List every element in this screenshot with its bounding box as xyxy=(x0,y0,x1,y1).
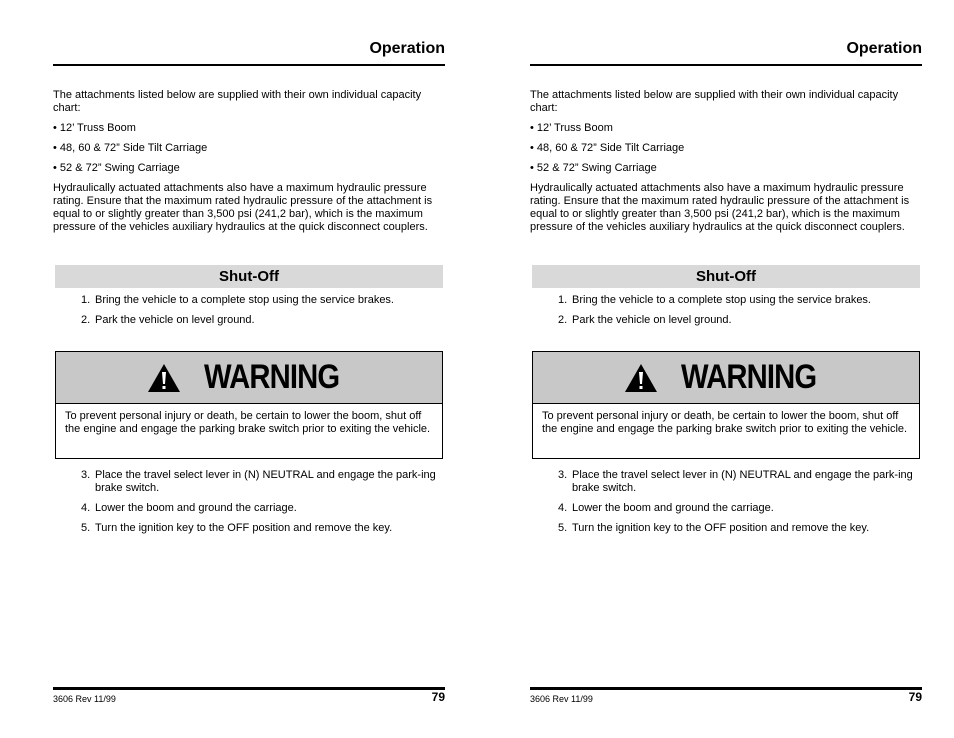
step-number: 3. xyxy=(81,469,91,481)
step-text: Park the vehicle on level ground. xyxy=(95,314,255,326)
hydraulic-paragraph: Hydraulically actuated attachments also have a maximum hydraulic pressure rating. Ensure that the maximum rated hydraulic pressure of the attachment is equal to or slightly greater than 3,500 psi (241,2 bar), which is the maximum pressure of the vehicles auxiliary hydraulics at the quick disconnect couplers. xyxy=(530,182,910,233)
warning-box xyxy=(55,351,443,459)
step-item xyxy=(558,314,922,327)
page-number: 79 xyxy=(908,690,922,704)
shutoff-heading: Shut-Off xyxy=(55,265,443,288)
manual-page-left xyxy=(53,0,445,738)
step-text: Place the travel select lever in (N) NEUTRAL and engage the park-ing brake switch. xyxy=(572,469,913,494)
step-item xyxy=(81,294,445,307)
step-item xyxy=(81,469,445,495)
steps-list xyxy=(558,294,922,334)
header-rule xyxy=(53,64,445,66)
step-text: Place the travel select lever in (N) NEUTRAL and engage the park-ing brake switch. xyxy=(95,469,436,494)
bullet-item: • 48, 60 & 72” Side Tilt Carriage xyxy=(53,142,208,154)
intro-text xyxy=(53,89,445,234)
document-reference: 3606 Rev 11/99 xyxy=(53,694,116,704)
steps-list xyxy=(558,469,922,542)
warning-box xyxy=(532,351,920,459)
warning-message: To prevent personal injury or death, be certain to lower the boom, shut off the engine and engage the parking brake switch prior to exiting the vehicle. xyxy=(542,410,908,435)
step-item xyxy=(81,522,445,535)
step-number: 5. xyxy=(558,522,568,534)
step-item xyxy=(558,522,922,535)
steps-list xyxy=(81,469,445,542)
manual-page-right xyxy=(530,0,922,738)
step-text: Bring the vehicle to a complete stop using the service brakes. xyxy=(95,294,394,306)
step-number: 1. xyxy=(81,294,91,306)
step-text: Turn the ignition key to the OFF position and remove the key. xyxy=(572,522,870,534)
step-text: Lower the boom and ground the carriage. xyxy=(572,502,774,514)
header-rule xyxy=(530,64,922,66)
hydraulic-paragraph: Hydraulically actuated attachments also have a maximum hydraulic pressure rating. Ensure that the maximum rated hydraulic pressure of the attachment is equal to or slightly greater than 3,500 psi (241,2 bar), which is the maximum pressure of the vehicles auxiliary hydraulics at the quick disconnect couplers. xyxy=(53,182,433,233)
warning-triangle-icon xyxy=(624,363,658,393)
step-item xyxy=(558,502,922,515)
shutoff-heading: Shut-Off xyxy=(532,265,920,288)
step-item xyxy=(81,502,445,515)
warning-triangle-icon xyxy=(147,363,181,393)
bullet-item: • 12’ Truss Boom xyxy=(53,122,136,134)
section-title: Operation xyxy=(846,40,922,57)
warning-message: To prevent personal injury or death, be certain to lower the boom, shut off the engine and engage the parking brake switch prior to exiting the vehicle. xyxy=(65,410,431,435)
warning-label: WARNING xyxy=(204,358,340,396)
step-number: 5. xyxy=(81,522,91,534)
step-text: Bring the vehicle to a complete stop using the service brakes. xyxy=(572,294,871,306)
step-number: 3. xyxy=(558,469,568,481)
step-item xyxy=(558,469,922,495)
footer-rule xyxy=(53,687,445,690)
warning-label: WARNING xyxy=(681,358,817,396)
step-text: Lower the boom and ground the carriage. xyxy=(95,502,297,514)
intro-text xyxy=(530,89,922,234)
step-number: 2. xyxy=(558,314,568,326)
bullet-item: • 52 & 72” Swing Carriage xyxy=(53,162,180,174)
step-text: Park the vehicle on level ground. xyxy=(572,314,732,326)
bullet-item: • 48, 60 & 72” Side Tilt Carriage xyxy=(530,142,685,154)
step-item xyxy=(558,294,922,307)
warning-band xyxy=(56,352,442,404)
steps-list xyxy=(81,294,445,334)
step-number: 4. xyxy=(558,502,568,514)
bullet-item: • 52 & 72” Swing Carriage xyxy=(530,162,657,174)
step-item xyxy=(81,314,445,327)
step-number: 2. xyxy=(81,314,91,326)
step-number: 1. xyxy=(558,294,568,306)
intro-paragraph: The attachments listed below are supplied with their own individual capacity chart: xyxy=(530,89,899,114)
step-text: Turn the ignition key to the OFF position and remove the key. xyxy=(95,522,393,534)
section-title: Operation xyxy=(369,40,445,57)
bullet-item: • 12’ Truss Boom xyxy=(530,122,613,134)
step-number: 4. xyxy=(81,502,91,514)
intro-paragraph: The attachments listed below are supplied with their own individual capacity chart: xyxy=(53,89,422,114)
document-reference: 3606 Rev 11/99 xyxy=(530,694,593,704)
footer-rule xyxy=(530,687,922,690)
page-number: 79 xyxy=(431,690,445,704)
warning-band xyxy=(533,352,919,404)
